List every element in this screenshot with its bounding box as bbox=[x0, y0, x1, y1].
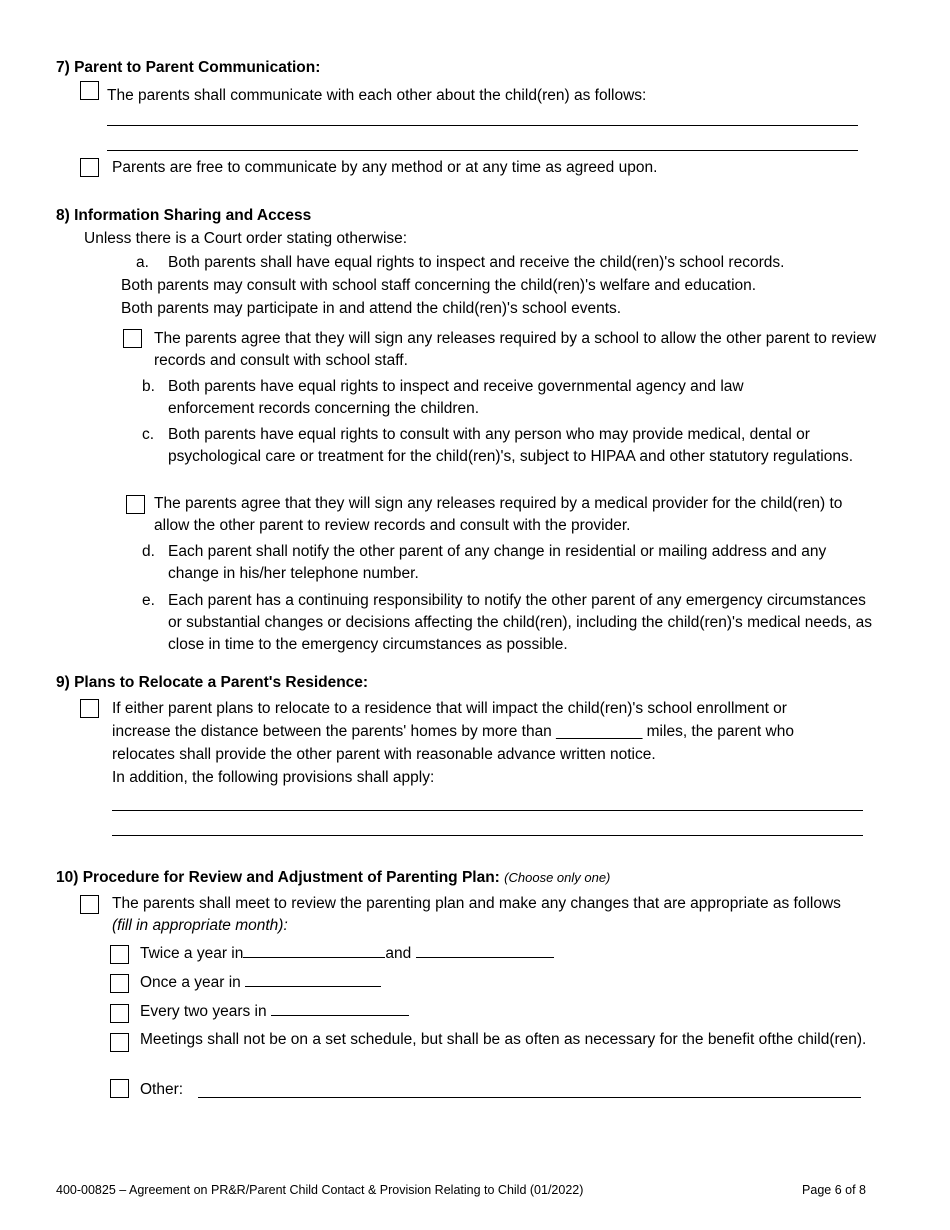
twice-a-year-option bbox=[140, 942, 554, 964]
footer-page-number: Page 6 of 8 bbox=[802, 1183, 866, 1197]
twice-a-year-label: Twice a year in bbox=[140, 945, 244, 962]
relocation-miles-blank[interactable]: __________ bbox=[556, 723, 643, 740]
no-set-schedule-text: Meetings shall not be on a set schedule, but shall be as often as necessary for the benefit ofthe child(ren). bbox=[140, 1031, 867, 1048]
item-c-text: Both parents have equal rights to consult with any person who may provide medical, dental or psychological care or treatment for the child(ren)'s, subject to HIPAA and other statutory regulations. bbox=[168, 426, 854, 465]
review-meeting-note: (fill in appropriate month): bbox=[112, 917, 288, 934]
relocation-line-2 bbox=[112, 722, 794, 742]
every-two-years-label: Every two years in bbox=[140, 1003, 267, 1020]
checkbox-twice-a-year[interactable] bbox=[110, 945, 129, 964]
once-a-year-month[interactable] bbox=[245, 971, 381, 987]
item-e-text: Each parent has a continuing responsibility to notify the other parent of any emergency circumstances or substantial changes or decisions affecting the child(ren), including the child(ren)'s medical needs, as close in time to the emergency circumstances as possible. bbox=[168, 592, 873, 653]
item-b-marker: b. bbox=[142, 378, 155, 395]
other-blank-line[interactable] bbox=[198, 1097, 861, 1098]
every-two-years-option bbox=[140, 1000, 409, 1022]
relocation-line-2-post: miles, the parent who bbox=[642, 723, 794, 740]
communicate-as-follows-text: The parents shall communicate with each other about the child(ren) as follows: bbox=[107, 87, 647, 104]
medical-releases-text: The parents agree that they will sign any releases required by a medical provider for the child(ren) to allow the other parent to review records and consult with the provider. bbox=[154, 495, 843, 534]
section-10-note: (Choose only one) bbox=[504, 870, 611, 885]
twice-a-year-month-1[interactable] bbox=[243, 942, 385, 958]
footer-form-id: 400-00825 – Agreement on PR&R/Parent Child Contact & Provision Relating to Child (01/2022) bbox=[56, 1183, 584, 1197]
relocation-line-1: If either parent plans to relocate to a residence that will impact the child(ren)'s school enrollment or bbox=[112, 700, 787, 717]
checkbox-free-communication[interactable] bbox=[80, 158, 99, 177]
checkbox-relocation[interactable] bbox=[80, 699, 99, 718]
relocation-line-4: In addition, the following provisions shall apply: bbox=[112, 769, 435, 786]
item-d-marker: d. bbox=[142, 543, 155, 560]
section-9-heading: 9) Plans to Relocate a Parent's Residence: bbox=[56, 674, 369, 691]
review-meeting-main: The parents shall meet to review the parenting plan and make any changes that are appropriate as follows bbox=[112, 895, 841, 912]
twice-a-year-and: and bbox=[385, 945, 412, 962]
checkbox-other[interactable] bbox=[110, 1079, 129, 1098]
item-d-text: Each parent shall notify the other parent of any change in residential or mailing address and any change in his/her telephone number. bbox=[168, 543, 827, 582]
twice-a-year-month-2[interactable] bbox=[416, 942, 554, 958]
checkbox-school-releases[interactable] bbox=[123, 329, 142, 348]
item-c-marker: c. bbox=[142, 426, 155, 443]
every-two-years-month[interactable] bbox=[271, 1000, 409, 1016]
item-e-marker: e. bbox=[142, 592, 155, 609]
item-b-text: Both parents have equal rights to inspect and receive governmental agency and law enforcement records concerning the children. bbox=[168, 378, 744, 417]
item-a-marker: a. bbox=[136, 254, 149, 271]
relocation-line-2-pre: increase the distance between the parents' homes by more than bbox=[112, 723, 557, 740]
relocation-blank-line-2[interactable] bbox=[112, 835, 863, 836]
review-meeting-text bbox=[112, 893, 862, 937]
item-a-text: Both parents shall have equal rights to inspect and receive the child(ren)'s school records. bbox=[168, 254, 785, 271]
section-10-heading bbox=[56, 868, 610, 888]
checkbox-medical-releases[interactable] bbox=[126, 495, 145, 514]
once-a-year-option bbox=[140, 971, 381, 993]
relocation-line-3: relocates shall provide the other parent with reasonable advance written notice. bbox=[112, 746, 656, 763]
item-a-line-2: Both parents may consult with school staff concerning the child(ren)'s welfare and education. bbox=[121, 277, 757, 294]
other-label: Other: bbox=[140, 1081, 184, 1098]
communication-blank-line-1[interactable] bbox=[107, 125, 858, 126]
free-communication-text: Parents are free to communicate by any method or at any time as agreed upon. bbox=[112, 159, 658, 176]
section-10-title: 10) Procedure for Review and Adjustment of Parenting Plan: bbox=[56, 869, 500, 886]
section-8-heading: 8) Information Sharing and Access bbox=[56, 207, 312, 224]
checkbox-no-set-schedule[interactable] bbox=[110, 1033, 129, 1052]
item-a-line-3: Both parents may participate in and attend the child(ren)'s school events. bbox=[121, 300, 622, 317]
checkbox-once-a-year[interactable] bbox=[110, 974, 129, 993]
communication-blank-line-2[interactable] bbox=[107, 150, 858, 151]
section-8-intro: Unless there is a Court order stating otherwise: bbox=[84, 230, 408, 247]
school-releases-text: The parents agree that they will sign any releases required by a school to allow the other parent to review records and consult with school staff. bbox=[154, 330, 877, 369]
section-7-heading: 7) Parent to Parent Communication: bbox=[56, 59, 321, 76]
checkbox-every-two-years[interactable] bbox=[110, 1004, 129, 1023]
checkbox-communicate-as-follows[interactable] bbox=[80, 81, 99, 100]
once-a-year-label: Once a year in bbox=[140, 974, 241, 991]
relocation-blank-line-1[interactable] bbox=[112, 810, 863, 811]
checkbox-review-meeting[interactable] bbox=[80, 895, 99, 914]
